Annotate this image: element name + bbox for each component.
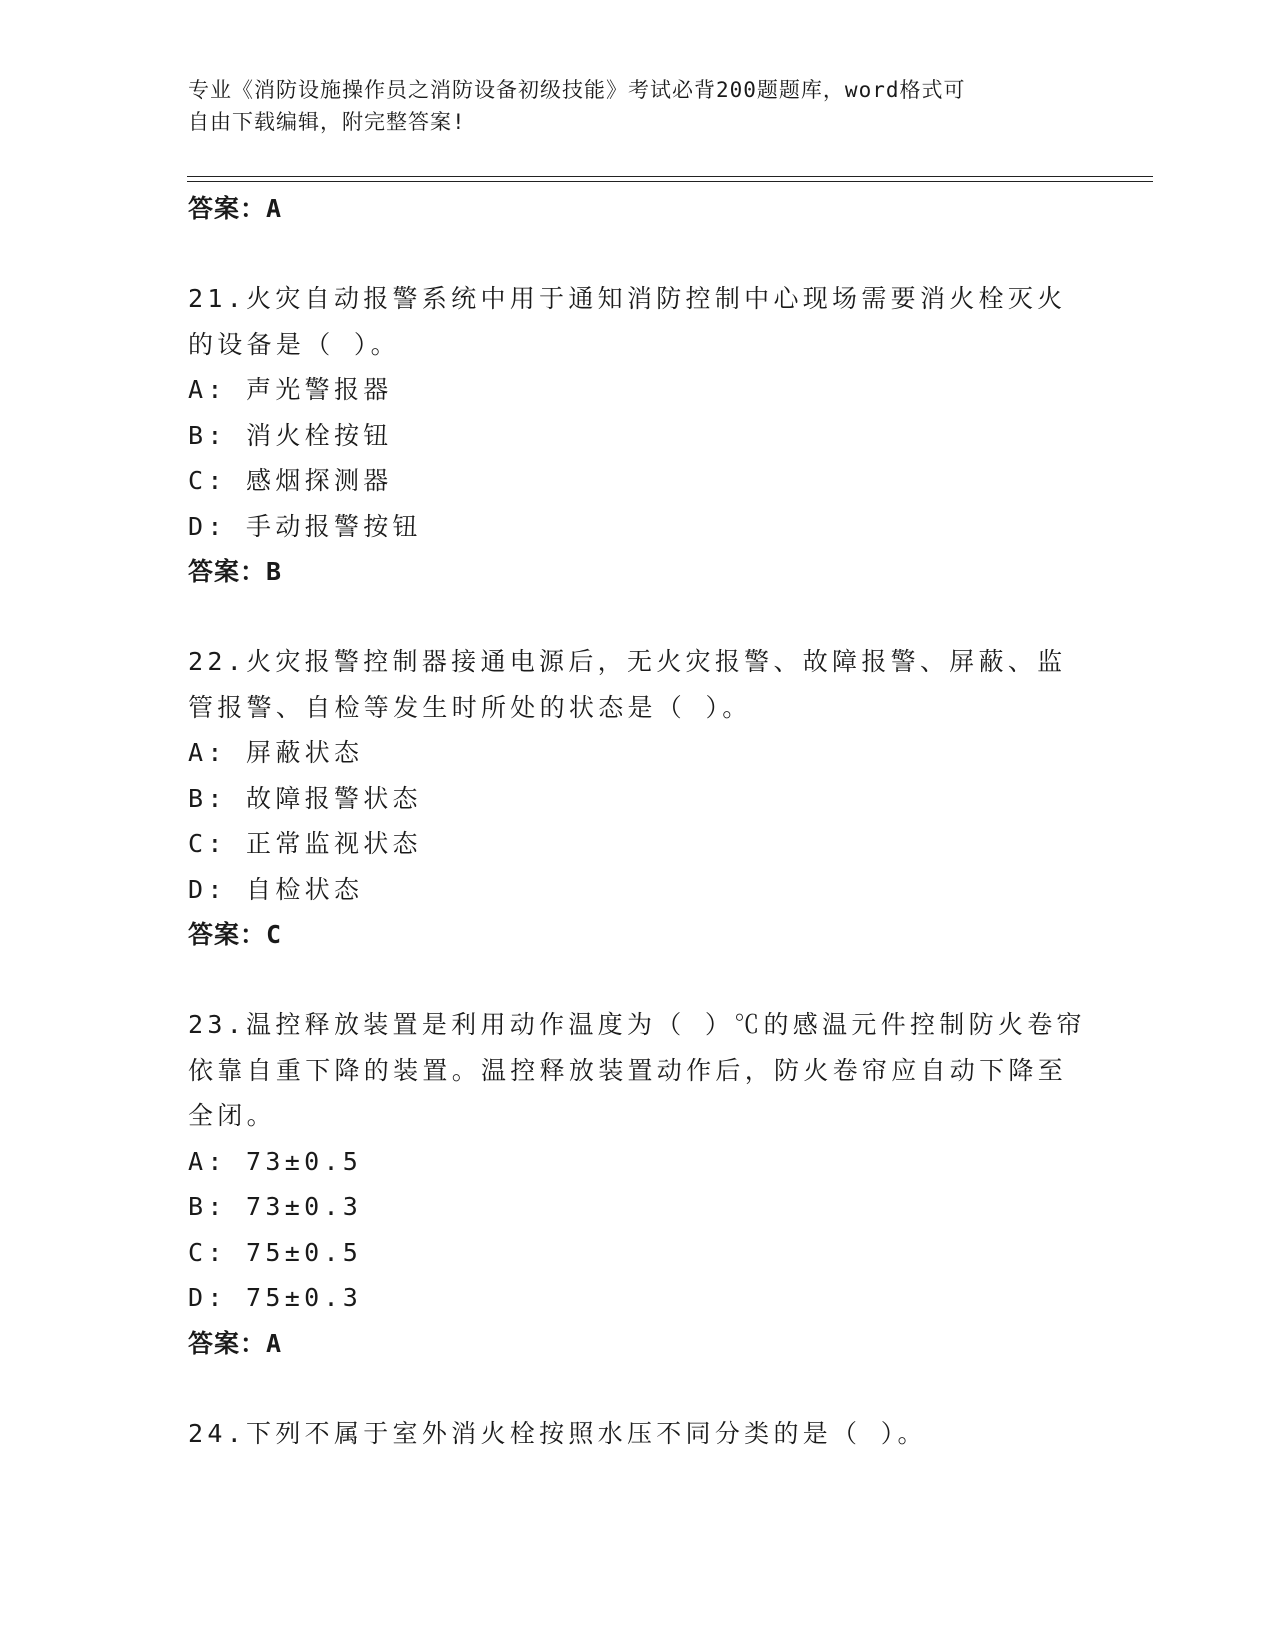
question-21 (188, 276, 1088, 595)
question-stem: 23.温控释放装置是利用动作温度为（ ）℃的感温元件控制防火卷帘依靠自重下降的装置。温控释放装置动作后，防火卷帘应自动下降至全闭。 (188, 1010, 1086, 1130)
question-24 (188, 1411, 1088, 1457)
option-b: B: 消火栓按钮 (188, 420, 393, 450)
option-d: D: 手动报警按钮 (188, 511, 422, 541)
answer: 答案：B (188, 557, 283, 586)
document-header (188, 74, 1068, 138)
option-b: B: 故障报警状态 (188, 783, 422, 813)
header-line-2: 自由下载编辑，附完整答案! (188, 110, 466, 134)
question-22 (188, 639, 1088, 958)
question-stem: 22.火灾报警控制器接通电源后，无火灾报警、故障报警、屏蔽、监管报警、自检等发生时所处的状态是（ ）。 (188, 647, 1067, 722)
option-c: C: 感烟探测器 (188, 466, 393, 495)
option-c: C: 75±0.5 (188, 1237, 363, 1267)
header-rule-bottom (187, 181, 1153, 182)
previous-answer: 答案：A (188, 194, 283, 223)
question-stem: 24.下列不属于室外消火栓按照水压不同分类的是（ ）。 (188, 1418, 927, 1448)
option-a: A: 屏蔽状态 (188, 738, 364, 767)
question-stem: 21.火灾自动报警系统中用于通知消防控制中心现场需要消火栓灭火的设备是（ ）。 (188, 284, 1067, 359)
answer: 答案：C (188, 920, 283, 949)
header-line-1: 专业《消防设施操作员之消防设备初级技能》考试必背200题题库，word格式可 (188, 78, 966, 102)
header-rule-top (187, 176, 1153, 177)
question-23 (188, 1002, 1088, 1367)
option-d: D: 自检状态 (188, 874, 364, 904)
option-b: B: 73±0.3 (188, 1192, 363, 1221)
option-a: A: 声光警报器 (188, 375, 393, 404)
option-a: A: 73±0.5 (188, 1146, 363, 1176)
option-d: D: 75±0.3 (188, 1283, 363, 1312)
answer: 答案：A (188, 1328, 283, 1358)
option-c: C: 正常监视状态 (188, 829, 422, 858)
question-list (188, 186, 1088, 1456)
